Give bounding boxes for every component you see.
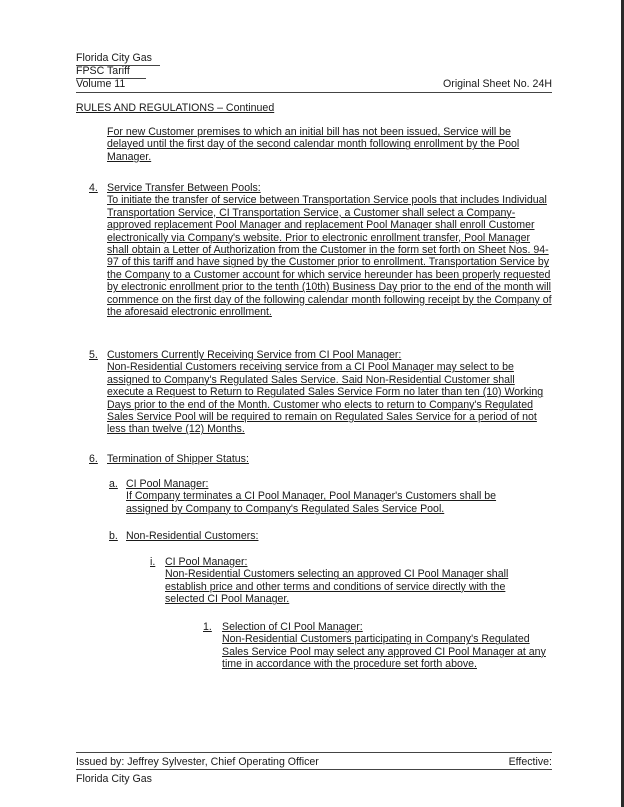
- footer-effective: Effective:: [508, 756, 552, 768]
- sub-a: [126, 478, 526, 515]
- sub-1-number: 1.: [203, 621, 212, 633]
- item-6-number: 6.: [89, 453, 98, 465]
- item-4: [107, 182, 553, 318]
- sub-i-heading: CI Pool Manager:: [165, 556, 248, 568]
- item-4-heading: Service Transfer Between Pools:: [107, 182, 261, 194]
- item-6-heading: Termination of Shipper Status:: [107, 453, 249, 465]
- sub-i-roman: i.: [150, 556, 156, 568]
- sub-1: [222, 621, 548, 671]
- sub-i: [165, 556, 537, 606]
- sub-a-letter: a.: [109, 478, 118, 490]
- sub-i-body: Non-Residential Customers selecting an approved CI Pool Manager shall establish price and other terms and conditions of service directly with the selected CI Pool Manager.: [165, 568, 509, 606]
- footer-issued-by: Issued by: Jeffrey Sylvester, Chief Operating Officer: [76, 756, 319, 768]
- header-tariff: FPSC Tariff: [76, 65, 130, 77]
- item-4-body: To initiate the transfer of service between Transportation Service pools that includes Individual Transportation Service, CI Transportation Service, a Customer shall select a Company-approved replacement Pool Manager and replacement Pool Manager shall enroll Customer electronically via Company's website. Prior to electronic enrollment transfer, Pool Manager shall obtain a Letter of Authorization from the Customer in the form set forth on Sheet Nos. 94-97 of this tariff and have signed by the Customer prior to enrollment. Transportation Service by the Company to a Customer account for which service hereunder has been properly requested by electronic enrollment prior to the tenth (10th) Business Day prior to the end of the month will commence on the first day of the following calendar month following receipt by the Company of the aforesaid electronic enrollment.: [107, 194, 552, 319]
- footer-rule: [76, 752, 552, 753]
- sub-b-heading: Non-Residential Customers:: [126, 530, 259, 542]
- footer-issued-row: [76, 756, 552, 768]
- item-5-number: 5.: [89, 349, 98, 361]
- intro-paragraph: For new Customer premises to which an initial bill has not been issued, Service will be delayed until the first day of the second calendar month following enrollment by the Pool Manager.: [107, 126, 520, 163]
- header-sheet: Original Sheet No. 24H: [443, 78, 552, 90]
- sub-1-body: Non-Residential Customers participating in Company's Regulated Sales Service Pool may select any approved CI Pool Manager at any time in accordance with the procedure set forth above.: [222, 633, 546, 671]
- item-5-body: Non-Residential Customers receiving service from a CI Pool Manager may select to be assigned to Company's Regulated Sales Service. Said Non-Residential Customer shall execute a Request to Return to Regulated Sales Service Form no later than ten (10) Working Days prior to the end of the Month. Customer who elects to return to Company's Regulated Sales Service Pool will be required to remain on Regulated Sales Service for a period of not less than twelve (12) Months.: [107, 361, 544, 436]
- sub-a-body: If Company terminates a CI Pool Manager, Pool Manager's Customers shall be assigned by Company to Company's Regulated Sales Service Pool.: [126, 490, 497, 515]
- item-5: [107, 349, 553, 436]
- header-volume-row: [76, 78, 552, 90]
- item-4-number: 4.: [89, 182, 98, 194]
- sub-b-letter: b.: [109, 530, 118, 542]
- footer-company: Florida City Gas: [76, 773, 152, 785]
- header-volume: Volume 11: [76, 78, 126, 90]
- header-rule: [76, 92, 552, 93]
- sub-a-heading: CI Pool Manager:: [126, 478, 209, 490]
- section-title: RULES AND REGULATIONS – Continued: [76, 102, 275, 114]
- item-5-heading: Customers Currently Receiving Service from CI Pool Manager:: [107, 349, 402, 361]
- sub-1-heading: Selection of CI Pool Manager:: [222, 621, 363, 633]
- header-company: Florida City Gas: [76, 52, 152, 64]
- footer-rule: [76, 769, 552, 770]
